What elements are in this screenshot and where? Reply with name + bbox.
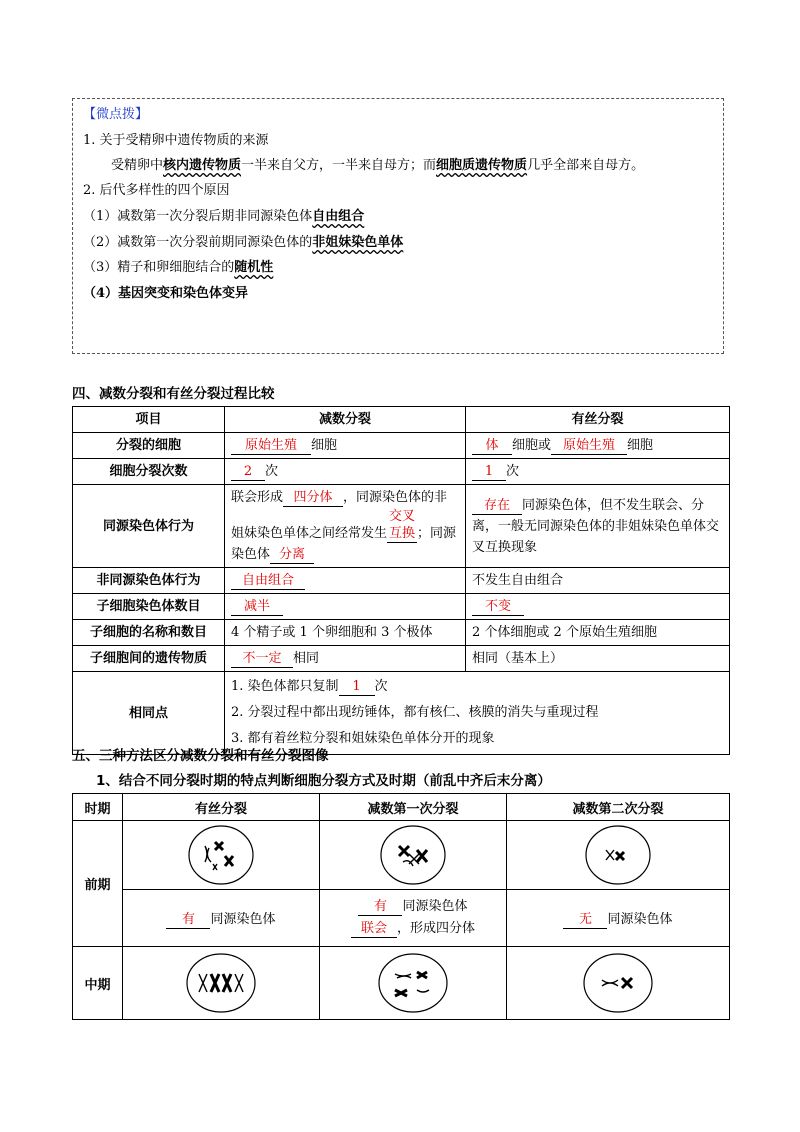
- blank-answer: 1: [339, 678, 375, 696]
- common-point-1: [231, 674, 723, 700]
- section4-heading: 四、减数分裂和有丝分裂过程比较: [72, 386, 275, 402]
- table-cell: [225, 594, 466, 620]
- text: 次: [374, 679, 388, 694]
- table-cell: 4 个精子或 1 个卵细胞和 3 个极体: [225, 620, 466, 646]
- row-label: 非同源染色体行为: [73, 568, 225, 594]
- blank-answer: 原始生殖: [551, 437, 627, 455]
- text: （1）减数第一次分裂后期非同源染色体: [83, 209, 313, 224]
- table-row: [73, 485, 730, 568]
- image-cell: [123, 821, 320, 890]
- tip-line-7: （4）基因突变和染色体变异: [83, 286, 249, 301]
- text: 几乎全部来自母方。: [527, 158, 645, 173]
- text: 同源染色体: [607, 911, 673, 927]
- header-cell: 项目: [73, 407, 225, 433]
- text: 细胞或: [512, 438, 552, 453]
- text: ，形成四分体: [396, 921, 475, 936]
- table-cell: [320, 890, 507, 947]
- text: 细胞: [627, 438, 654, 453]
- blank-answer: 有: [166, 911, 210, 929]
- mitosis-prophase-cell-illustration: [187, 824, 255, 886]
- table-cell: 2 个体细胞或 2 个原始生殖细胞: [466, 620, 730, 646]
- table-cell: [225, 459, 466, 485]
- table-cell: [466, 594, 730, 620]
- emphasis: 核内遗传物质: [163, 158, 242, 173]
- meiosis2-metaphase-cell-illustration: [582, 952, 654, 1014]
- text: 1. 染色体都只复制: [231, 679, 339, 694]
- image-cell: [123, 947, 320, 1020]
- tip-line-5: [83, 231, 403, 250]
- blank-answer: 联会: [351, 920, 397, 938]
- text: （2）减数第一次分裂前期同源染色体的: [83, 235, 313, 250]
- text: ；同源染色体: [231, 526, 457, 562]
- table-cell: [466, 459, 730, 485]
- table-row: [73, 459, 730, 485]
- mitosis-metaphase-cell-illustration: [185, 952, 257, 1014]
- emphasis: 非姐妹染色单体: [312, 235, 404, 250]
- image-cell: [507, 947, 730, 1020]
- table-cell: [466, 485, 730, 568]
- table-row: [73, 620, 730, 646]
- table-header-row: [73, 794, 730, 821]
- table-row: [73, 568, 730, 594]
- table-cell: [225, 672, 730, 755]
- header-cell: 时期: [73, 794, 123, 821]
- common-point-3: 3. 都有着丝粒分裂和姐妹染色单体分开的现象: [231, 731, 495, 746]
- blank-answer: 1: [472, 463, 506, 481]
- blank-answer: 存在: [472, 497, 522, 515]
- table-cell: [225, 485, 466, 568]
- emphasis: 自由组合: [312, 209, 365, 224]
- table-row: [73, 821, 730, 890]
- text: 同源染色体，但不发生联会、分离，一般无同源染色体的非姐妹染色单体交叉互换现象: [472, 497, 720, 555]
- row-label: 子细胞染色体数目: [73, 594, 225, 620]
- row-label: 同源染色体行为: [73, 485, 225, 568]
- header-cell: 减数第二次分裂: [507, 794, 730, 821]
- blank-answer: 无: [563, 911, 607, 929]
- blank-answer: 体: [472, 437, 512, 455]
- meiosis2-prophase-cell-illustration: [584, 824, 652, 886]
- table-cell: [225, 433, 466, 459]
- row-label: 前期: [73, 821, 123, 947]
- tip-line-6: [83, 256, 273, 275]
- table-cell: [466, 433, 730, 459]
- text: 同源染色体: [402, 899, 468, 914]
- section5-heading: 五、三种方法区分减数分裂和有丝分裂图像: [72, 748, 329, 764]
- section5-subheading: 1、结合不同分裂时期的特点判断细胞分裂方式及时期（前乱中齐后末分离）: [96, 773, 551, 789]
- table-header-row: [73, 407, 730, 433]
- row-label: 细胞分裂次数: [73, 459, 225, 485]
- blank-answer: 四分体: [283, 489, 343, 507]
- text: （3）精子和卵细胞结合的: [83, 260, 235, 275]
- header-cell: 减数第一次分裂: [320, 794, 507, 821]
- blank-answer: 2: [231, 463, 265, 481]
- row-label: 分裂的细胞: [73, 433, 225, 459]
- table-row: [73, 947, 730, 1020]
- emphasis: 细胞质遗传物质: [436, 158, 528, 173]
- table-row: [73, 433, 730, 459]
- table-cell: [225, 568, 466, 594]
- blank-answer: 交叉互换: [389, 509, 416, 541]
- table-cell: [225, 646, 466, 672]
- tip-box: [72, 98, 724, 354]
- table-row: [73, 646, 730, 672]
- row-label: 中期: [73, 947, 123, 1020]
- table-row: [73, 594, 730, 620]
- text: ，同源染色体的非姐妹染色单体之间经常发生: [231, 490, 448, 541]
- comparison-table: [72, 406, 730, 755]
- blank-answer: 分离: [270, 546, 314, 564]
- text: 受精卵中: [111, 158, 164, 173]
- text: 次: [506, 464, 520, 479]
- blank-answer: 不变: [472, 598, 524, 616]
- tip-line-1: 1. 关于受精卵中遗传物质的来源: [83, 133, 269, 148]
- blank-answer: 原始生殖: [231, 437, 311, 455]
- table-row: [73, 890, 730, 947]
- text: 联会形成: [231, 490, 284, 505]
- image-cell: [320, 821, 507, 890]
- text: 同源染色体: [210, 911, 276, 927]
- phase-table: [72, 793, 730, 1020]
- row-label: 子细胞的名称和数目: [73, 620, 225, 646]
- table-cell: [507, 890, 730, 947]
- tip-line-3: 2. 后代多样性的四个原因: [83, 183, 230, 198]
- text: 一半来自父方，一半来自母方；而: [241, 158, 437, 173]
- header-cell: 有丝分裂: [466, 407, 730, 433]
- table-cell: [123, 890, 320, 947]
- table-cell: 不发生自由组合: [466, 568, 730, 594]
- common-point-2: 2. 分裂过程中都出现纺锤体，都有核仁、核膜的消失与重现过程: [231, 705, 599, 720]
- table-row: [73, 672, 730, 755]
- meiosis1-prophase-cell-illustration: [379, 824, 447, 886]
- row-label: 相同点: [73, 672, 225, 755]
- blank-answer: 减半: [231, 598, 283, 616]
- text: 相同: [293, 651, 320, 666]
- text: 细胞: [311, 438, 338, 453]
- text-line: [320, 896, 506, 918]
- meiosis1-metaphase-cell-illustration: [377, 952, 449, 1014]
- image-cell: [507, 821, 730, 890]
- tip-line-4: [83, 205, 364, 224]
- text-line: [320, 918, 506, 940]
- blank-answer: 有: [358, 898, 402, 916]
- header-cell: 减数分裂: [225, 407, 466, 433]
- row-label: 子细胞间的遗传物质: [73, 646, 225, 672]
- text: 次: [265, 464, 279, 479]
- blank-answer: 自由组合: [231, 572, 305, 590]
- blank-answer: 不一定: [231, 650, 293, 668]
- table-cell: 相同（基本上）: [466, 646, 730, 672]
- emphasis: 随机性: [234, 260, 274, 275]
- image-cell: [320, 947, 507, 1020]
- tip-title: 【微点拨】: [83, 107, 149, 122]
- header-cell: 有丝分裂: [123, 794, 320, 821]
- tip-line-2: [111, 154, 644, 173]
